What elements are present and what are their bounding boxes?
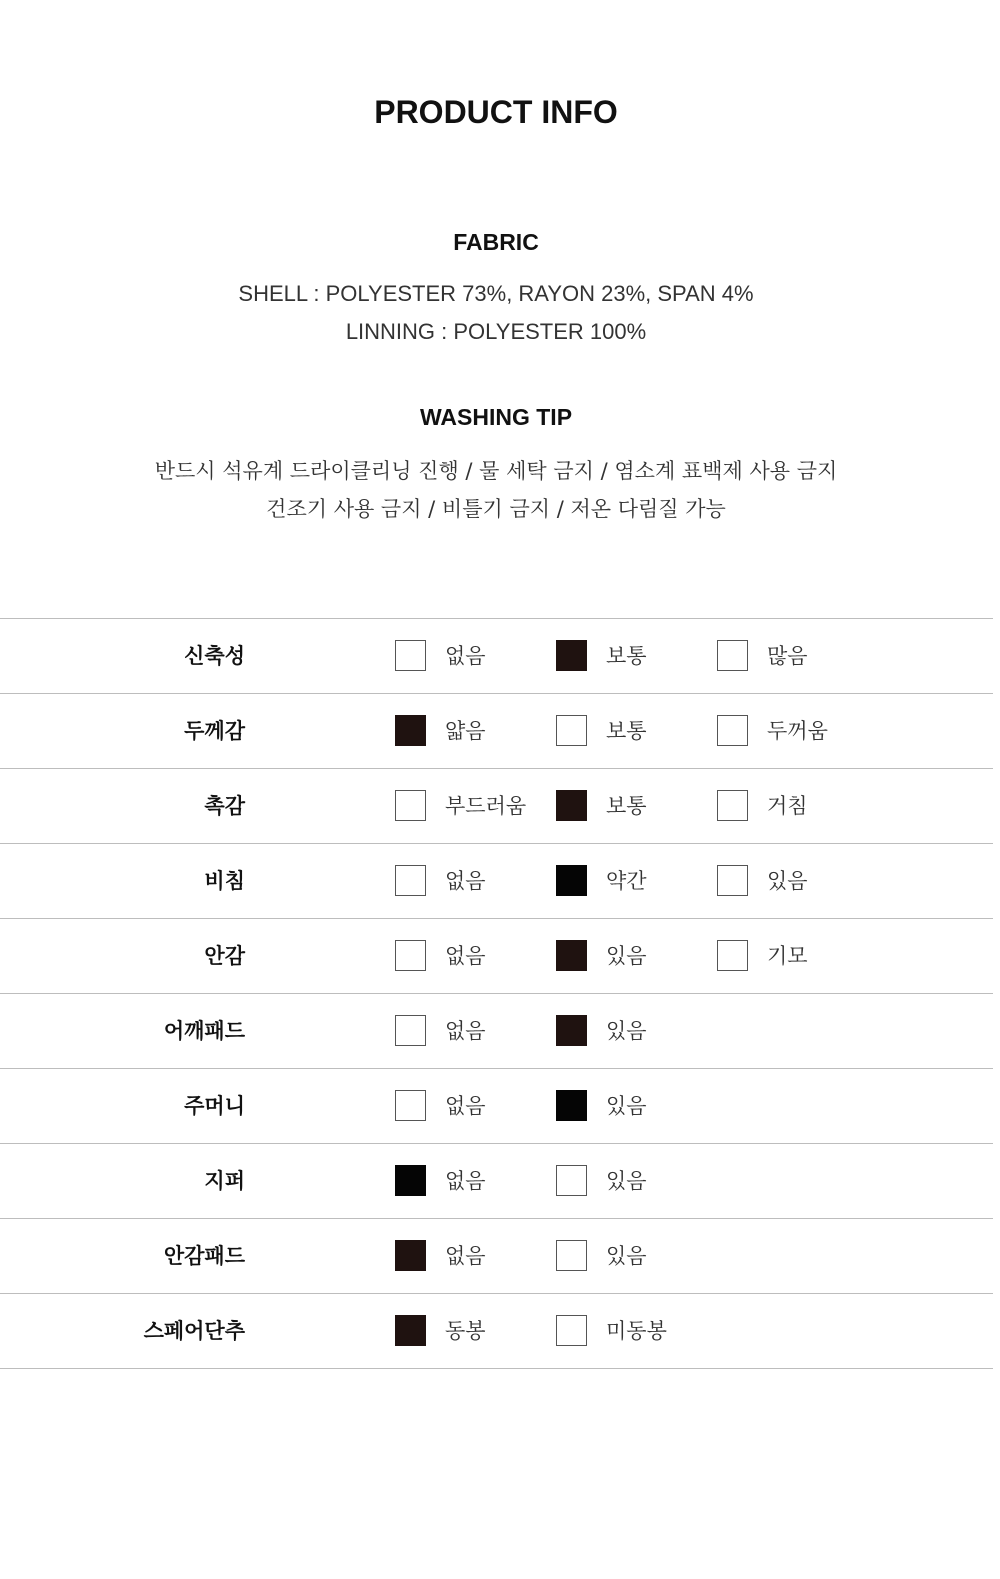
unchecked-box-icon: [717, 940, 748, 971]
unchecked-box-icon: [395, 1015, 426, 1046]
spec-row-label: 스페어단추: [143, 1319, 245, 1343]
spec-row-label: 촉감: [204, 794, 245, 818]
spec-option-label: 없음: [445, 644, 486, 668]
spec-row-label: 어깨패드: [163, 1019, 245, 1043]
spec-row-label: 비침: [204, 869, 245, 893]
spec-option-label: 얇음: [445, 719, 486, 743]
spec-row-label: 안감패드: [163, 1244, 245, 1268]
spec-option-label: 있음: [606, 944, 647, 968]
checked-box-icon: [395, 1165, 426, 1196]
unchecked-box-icon: [717, 715, 748, 746]
washing-line-1: 반드시 석유계 드라이클리닝 진행 / 물 세탁 금지 / 염소계 표백제 사용 금지: [154, 459, 838, 483]
unchecked-box-icon: [556, 1240, 587, 1271]
spec-row-label: 안감: [204, 944, 245, 968]
spec-row: [0, 919, 993, 994]
checked-box-icon: [556, 1090, 587, 1121]
spec-option-label: 동봉: [445, 1319, 486, 1343]
checked-box-icon: [395, 715, 426, 746]
unchecked-box-icon: [556, 715, 587, 746]
spec-row-label: 신축성: [184, 644, 245, 668]
spec-option-label: 있음: [606, 1169, 647, 1193]
spec-row: [0, 994, 993, 1069]
spec-option-label: 없음: [445, 1019, 486, 1043]
spec-row: [0, 1144, 993, 1219]
spec-row-label: 두께감: [184, 719, 245, 743]
spec-option-label: 보통: [606, 719, 647, 743]
unchecked-box-icon: [395, 790, 426, 821]
checked-box-icon: [556, 940, 587, 971]
spec-row: [0, 694, 993, 769]
spec-option-label: 기모: [767, 944, 808, 968]
spec-row: [0, 844, 993, 919]
washing-heading: WASHING TIP: [419, 404, 573, 430]
spec-option-label: 없음: [445, 944, 486, 968]
spec-option-label: 있음: [606, 1244, 647, 1268]
washing-line-2: 건조기 사용 금지 / 비틀기 금지 / 저온 다림질 가능: [266, 497, 726, 521]
spec-row: [0, 1294, 993, 1369]
unchecked-box-icon: [556, 1315, 587, 1346]
checked-box-icon: [556, 1015, 587, 1046]
checked-box-icon: [556, 640, 587, 671]
spec-option-label: 있음: [606, 1019, 647, 1043]
spec-row: [0, 1219, 993, 1294]
spec-option-label: 거침: [767, 794, 808, 818]
fabric-line-shell: SHELL : POLYESTER 73%, RAYON 23%, SPAN 4%: [238, 281, 754, 306]
spec-option-label: 없음: [445, 1244, 486, 1268]
spec-row-label: 주머니: [184, 1094, 245, 1118]
unchecked-box-icon: [395, 1090, 426, 1121]
unchecked-box-icon: [556, 1165, 587, 1196]
checked-box-icon: [556, 865, 587, 896]
unchecked-box-icon: [395, 865, 426, 896]
spec-option-label: 없음: [445, 869, 486, 893]
page-title: PRODUCT INFO: [374, 94, 618, 130]
spec-option-label: 미동봉: [606, 1319, 667, 1343]
checked-box-icon: [395, 1315, 426, 1346]
unchecked-box-icon: [717, 640, 748, 671]
spec-table: [0, 618, 993, 1369]
spec-option-label: 보통: [606, 644, 647, 668]
spec-row: [0, 619, 993, 694]
spec-row: [0, 1069, 993, 1144]
spec-option-label: 없음: [445, 1169, 486, 1193]
spec-option-label: 두꺼움: [767, 719, 828, 743]
checked-box-icon: [556, 790, 587, 821]
fabric-heading: FABRIC: [453, 229, 539, 255]
checked-box-icon: [395, 1240, 426, 1271]
spec-option-label: 부드러움: [445, 794, 527, 818]
spec-option-label: 있음: [606, 1094, 647, 1118]
spec-option-label: 있음: [767, 869, 808, 893]
unchecked-box-icon: [395, 640, 426, 671]
unchecked-box-icon: [717, 790, 748, 821]
spec-option-label: 보통: [606, 794, 647, 818]
spec-option-label: 많음: [767, 644, 808, 668]
spec-option-label: 없음: [445, 1094, 486, 1118]
unchecked-box-icon: [717, 865, 748, 896]
unchecked-box-icon: [395, 940, 426, 971]
spec-row-label: 지퍼: [204, 1169, 245, 1193]
spec-row: [0, 769, 993, 844]
fabric-line-lining: LINNING : POLYESTER 100%: [345, 319, 647, 344]
spec-option-label: 약간: [606, 869, 647, 893]
